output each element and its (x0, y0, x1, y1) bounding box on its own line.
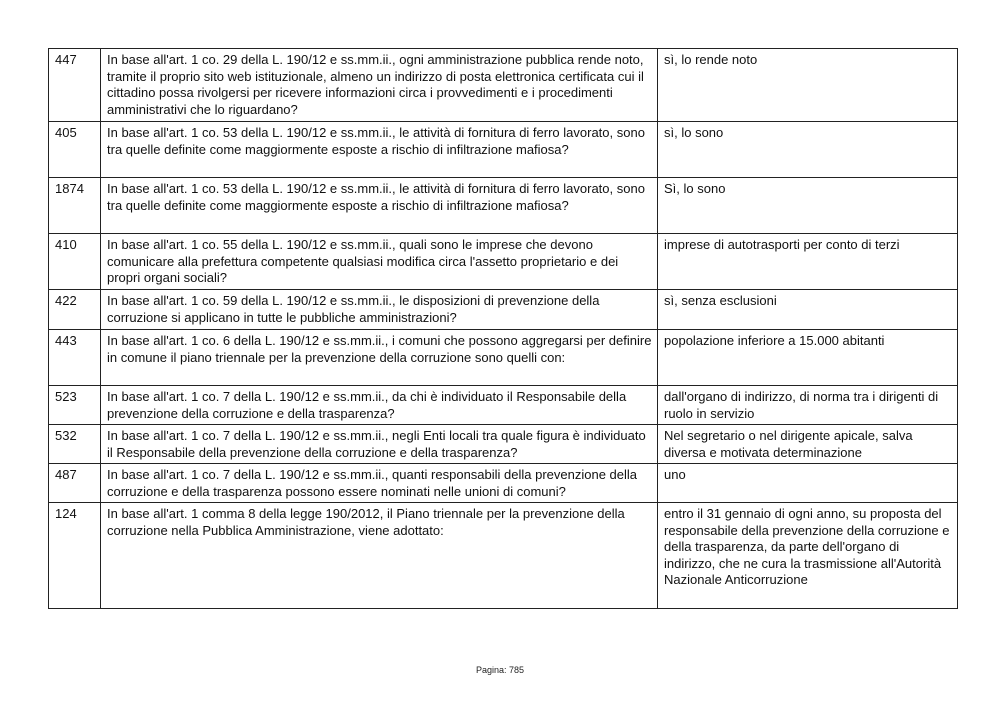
question-id: 422 (49, 290, 101, 330)
table-row (49, 464, 958, 503)
question-text: In base all'art. 1 co. 55 della L. 190/12 e ss.mm.ii., quali sono le imprese che devono comunicare alla prefettura competente qualsiasi modifica circa l'assetto proprietario e dei propri organi sociali? (101, 234, 658, 290)
table-row (49, 386, 958, 425)
question-id: 410 (49, 234, 101, 290)
question-id: 523 (49, 386, 101, 425)
answer-text: imprese di autotrasporti per conto di terzi (658, 234, 958, 290)
question-text: In base all'art. 1 co. 53 della L. 190/12 e ss.mm.ii., le attività di fornitura di ferro lavorato, sono tra quelle definite come maggiormente esposte a rischio di infiltrazione mafiosa? (101, 122, 658, 178)
answer-text: dall'organo di indirizzo, di norma tra i dirigenti di ruolo in servizio (658, 386, 958, 425)
table-row (49, 122, 958, 178)
question-text: In base all'art. 1 comma 8 della legge 190/2012, il Piano triennale per la prevenzione della corruzione nella Pubblica Amministrazione, viene adottato: (101, 503, 658, 609)
question-text: In base all'art. 1 co. 6 della L. 190/12 e ss.mm.ii., i comuni che possono aggregarsi per definire in comune il piano triennale per la prevenzione della corruzione sono quelli con: (101, 330, 658, 386)
question-id: 447 (49, 49, 101, 122)
question-text: In base all'art. 1 co. 29 della L. 190/12 e ss.mm.ii., ogni amministrazione pubblica rende noto, tramite il proprio sito web istituzionale, almeno un indirizzo di posta elettronica certificata cui il cittadino possa rivolgersi per ricevere informazioni circa i provvedimenti e i procedimenti amministrativi che lo riguardano? (101, 49, 658, 122)
question-text: In base all'art. 1 co. 7 della L. 190/12 e ss.mm.ii., da chi è individuato il Responsabile della prevenzione della corruzione e della trasparenza? (101, 386, 658, 425)
question-text: In base all'art. 1 co. 53 della L. 190/12 e ss.mm.ii., le attività di fornitura di ferro lavorato, sono tra quelle definite come maggiormente esposte a rischio di infiltrazione mafiosa? (101, 178, 658, 234)
answer-text: sì, lo rende noto (658, 49, 958, 122)
answer-text: popolazione inferiore a 15.000 abitanti (658, 330, 958, 386)
question-id: 487 (49, 464, 101, 503)
table-row (49, 330, 958, 386)
table-row (49, 503, 958, 609)
answer-text: Nel segretario o nel dirigente apicale, salva diversa e motivata determinazione (658, 425, 958, 464)
table-row (49, 234, 958, 290)
question-id: 1874 (49, 178, 101, 234)
answer-text: entro il 31 gennaio di ogni anno, su proposta del responsabile della prevenzione della corruzione e della trasparenza, da parte dell'organo di indirizzo, che ne cura la trasmissione all'Autorità Nazionale Anticorruzione (658, 503, 958, 609)
page-number: Pagina: 785 (475, 665, 525, 675)
table-row (49, 290, 958, 330)
question-id: 532 (49, 425, 101, 464)
question-text: In base all'art. 1 co. 7 della L. 190/12 e ss.mm.ii., negli Enti locali tra quale figura è individuato il Responsabile della prevenzione della corruzione e della trasparenza? (101, 425, 658, 464)
answer-text: Sì, lo sono (658, 178, 958, 234)
question-id: 405 (49, 122, 101, 178)
question-id: 443 (49, 330, 101, 386)
answer-text: sì, senza esclusioni (658, 290, 958, 330)
answer-text: sì, lo sono (658, 122, 958, 178)
table-row (49, 49, 958, 122)
table-row (49, 178, 958, 234)
table-row (49, 425, 958, 464)
question-text: In base all'art. 1 co. 7 della L. 190/12 e ss.mm.ii., quanti responsabili della prevenzione della corruzione e della trasparenza possono essere nominati nelle unioni di comuni? (101, 464, 658, 503)
answer-text: uno (658, 464, 958, 503)
question-id: 124 (49, 503, 101, 609)
questions-table (48, 48, 958, 609)
question-text: In base all'art. 1 co. 59 della L. 190/12 e ss.mm.ii., le disposizioni di prevenzione della corruzione si applicano in tutte le pubbliche amministrazioni? (101, 290, 658, 330)
